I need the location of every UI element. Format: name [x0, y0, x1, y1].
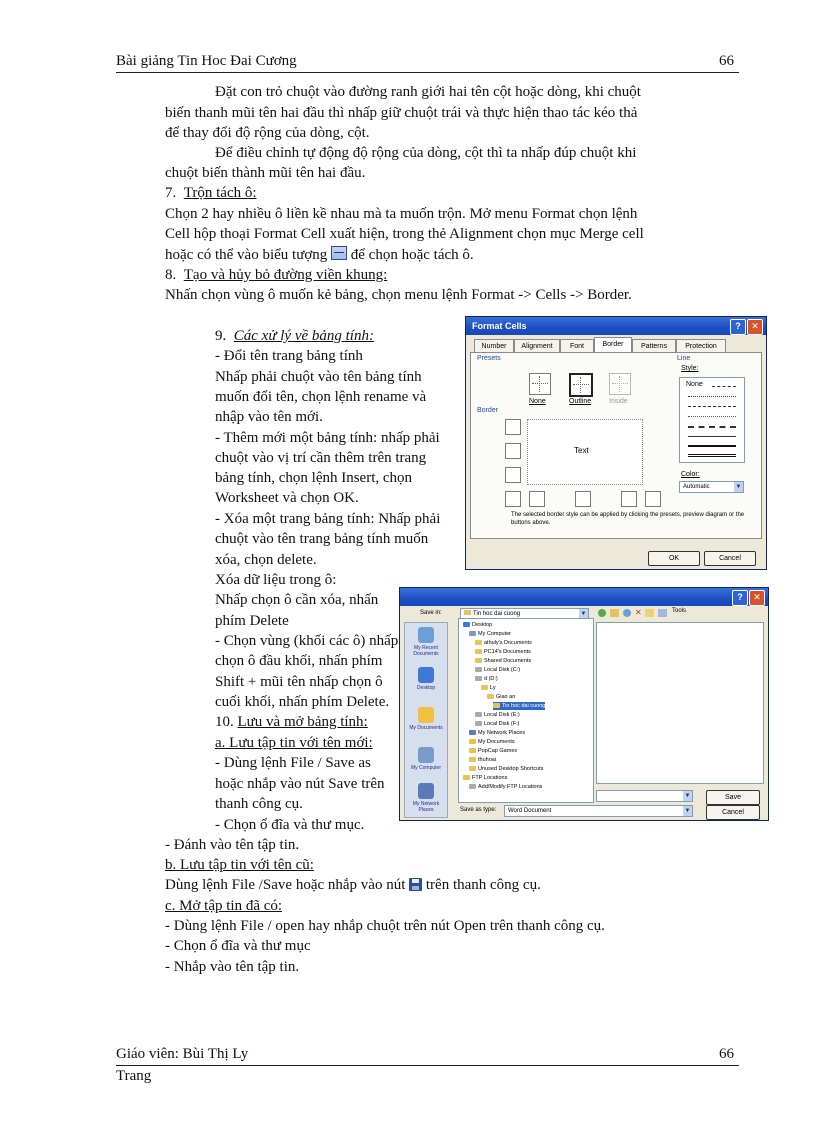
section9-line: - Xóa một trang bảng tính: Nhấp phải: [215, 511, 441, 527]
network-places-icon: [418, 783, 434, 799]
section10a-line: - Dùng lệnh File / Save as: [215, 755, 371, 771]
para1-line: biến thanh mũi tên hai đầu thì nhấp giữ chuột trái và thực hiện thao tác kéo thả: [165, 105, 638, 121]
header-title: Bài giảng Tin Hoc Đai Cương: [116, 53, 297, 69]
line-label: Line: [677, 355, 691, 362]
preset-inside-label: Inside: [609, 398, 628, 405]
format-cells-titlebar: [466, 317, 766, 335]
section9-line: - Thêm mới một bảng tính: nhấp phải: [215, 430, 440, 446]
section9-line: xóa, chọn delete.: [215, 552, 317, 568]
tree-item[interactable]: Local Disk (E:): [475, 711, 520, 719]
format-cells-title: Format Cells: [472, 321, 527, 331]
line-style[interactable]: [712, 386, 736, 387]
tree-item[interactable]: Local Disk (C:): [475, 666, 520, 674]
delete-icon[interactable]: ✕: [635, 608, 642, 617]
preset-none-label: None: [529, 398, 546, 405]
section10a-title: a. Lưu tập tin với tên mới:: [215, 735, 373, 751]
tree-item[interactable]: Shared Documents: [475, 657, 531, 665]
tree-item[interactable]: Unused Desktop Shortcuts: [469, 765, 543, 773]
section7-line: Cell hộp thoại Format Cell xuất hiện, trong thẻ Alignment chọn mục Merge cell: [165, 226, 644, 242]
section7-heading: [165, 183, 257, 203]
border-left-icon[interactable]: [529, 491, 545, 507]
border-middle-icon[interactable]: [505, 443, 521, 459]
tree-item[interactable]: Giao an: [487, 693, 515, 701]
tree-item[interactable]: FTP Locations: [463, 774, 507, 782]
border-label: Border: [477, 407, 499, 414]
line-style-list[interactable]: [679, 377, 745, 463]
line-style[interactable]: [688, 454, 736, 457]
place-desktop[interactable]: Desktop: [408, 667, 444, 691]
save-as-type-label: Save as type:: [460, 807, 497, 813]
tab-border[interactable]: Border: [594, 337, 632, 353]
preset-outline-label: Outline: [569, 398, 592, 405]
section10b-title: b. Lưu tập tin với tên cũ:: [165, 857, 314, 873]
section7-number: 7.: [165, 185, 177, 201]
section9-line: Nhấp phải chuột vào tên bảng tính: [215, 369, 422, 385]
section9-line: muốn đổi tên, chọn lệnh rename và: [215, 389, 427, 405]
color-value: Automatic: [683, 484, 710, 490]
tab-font[interactable]: Font: [560, 339, 594, 353]
footer-rule: [116, 1065, 739, 1066]
tree-item[interactable]: Ly: [481, 684, 496, 692]
tab-number[interactable]: Number: [474, 339, 514, 353]
tools-menu[interactable]: Tools: [672, 608, 687, 614]
section7-line3a: hoặc có thể vào biểu tượng: [165, 247, 328, 263]
section7-line3b: để chọn hoặc tách ô.: [350, 247, 474, 263]
tree-item[interactable]: My Documents: [469, 738, 515, 746]
chevron-down-icon: ▼: [580, 611, 587, 617]
section8-number: 8.: [165, 267, 177, 283]
merge-cells-icon: [331, 246, 347, 260]
ok-button[interactable]: OK: [648, 551, 700, 566]
help-icon[interactable]: ?: [730, 319, 746, 335]
tree-item[interactable]: thuhoai: [469, 756, 496, 764]
border-diag-up-icon[interactable]: [505, 491, 521, 507]
views-icon[interactable]: [658, 609, 667, 617]
tree-item[interactable]: d (D:): [475, 675, 498, 683]
section9-line: Nhấp chọn ô cần xóa, nhấn: [215, 592, 379, 608]
up-folder-icon[interactable]: [610, 609, 619, 617]
place-my-documents[interactable]: My Documents: [408, 707, 444, 731]
para1-line: để thay đổi độ rộng của dòng, cột.: [165, 125, 370, 141]
footer-teacher: Giáo viên: Bùi Thị Ly: [116, 1046, 249, 1062]
places-bar: [404, 622, 448, 818]
tree-item-selected[interactable]: Tin hoc dai cuong: [493, 702, 545, 710]
section9-title: Các xử lý về bảng tính:: [233, 328, 374, 344]
tab-patterns[interactable]: Patterns: [632, 339, 676, 353]
recent-documents-icon: [418, 627, 434, 643]
section8-title: Tạo và hủy bỏ đường viền khung:: [183, 267, 388, 283]
save-in-value: Tin hoc dai cuong: [473, 611, 521, 617]
save-as-dialog: [399, 587, 769, 821]
section10c-line: - Dùng lệnh File / open hay nhắp chuột trên nút Open trên thanh công cụ.: [165, 918, 605, 934]
close-icon[interactable]: ✕: [747, 319, 763, 335]
line-style[interactable]: [688, 445, 736, 447]
preset-inside-icon[interactable]: [609, 373, 631, 395]
folder-icon: [464, 610, 471, 615]
close-icon[interactable]: ✕: [749, 590, 765, 606]
save-as-titlebar: [400, 588, 768, 606]
save-cancel-button[interactable]: Cancel: [706, 805, 760, 820]
section10c-line: - Chọn ổ đĩa và thư mục: [165, 938, 311, 954]
line-style[interactable]: [688, 436, 736, 437]
line-style[interactable]: [688, 396, 736, 397]
save-in-label: Save in:: [420, 610, 442, 616]
color-select[interactable]: [679, 481, 744, 493]
section10b-line-a: Dùng lệnh File /Save hoặc nhắp vào nút: [165, 877, 406, 893]
border-top-icon[interactable]: [505, 419, 521, 435]
para2-line: Để điều chỉnh tự động độ rộng của dòng, cột thì ta nhấp đúp chuột khi: [215, 145, 637, 161]
section10-number: 10.: [215, 714, 234, 730]
section7-line: [165, 245, 474, 265]
back-icon[interactable]: [598, 609, 606, 617]
section10b-line: [165, 875, 541, 895]
style-label: Style:: [681, 365, 699, 372]
border-preview[interactable]: [527, 419, 643, 485]
border-center-icon[interactable]: [575, 491, 591, 507]
preset-outline-icon[interactable]: [569, 373, 593, 397]
section10c-title: c. Mở tập tin đã có:: [165, 898, 283, 914]
section9-number: 9.: [215, 328, 227, 344]
section9-line: chọn ô đầu khối, nhấn phím: [215, 653, 383, 669]
search-web-icon[interactable]: [623, 609, 631, 617]
new-folder-icon[interactable]: [645, 609, 654, 617]
section8-line: Nhấn chọn vùng ô muốn kẻ bảng, chọn menu lệnh Format -> Cells -> Border.: [165, 287, 632, 303]
save-floppy-icon: [409, 878, 422, 891]
footer-page-number: 66: [719, 1046, 734, 1062]
cancel-button[interactable]: Cancel: [704, 551, 756, 566]
chevron-down-icon: ▼: [684, 793, 691, 799]
section10-title: Lưu và mở bảng tính:: [237, 714, 368, 730]
save-as-type-select[interactable]: [504, 805, 693, 817]
color-label: Color:: [681, 471, 700, 478]
format-cells-dialog: [465, 316, 767, 570]
section9-line: chuột vào tên trang bảng tính muốn: [215, 531, 429, 547]
tree-item[interactable]: PC14's Documents: [475, 648, 531, 656]
section9-heading: [215, 326, 374, 346]
file-name-input[interactable]: [596, 790, 693, 802]
border-bottom-icon[interactable]: [505, 467, 521, 483]
para2-line: chuột biến thành mũi tên hai đầu.: [165, 165, 366, 181]
section10c-line: - Nhắp vào tên tập tin.: [165, 959, 300, 975]
preview-text: Text: [574, 446, 589, 455]
preset-none-icon[interactable]: [529, 373, 551, 395]
line-style[interactable]: [688, 426, 736, 428]
section10a-line: - Chọn ổ đĩa và thư mục.: [215, 817, 365, 833]
section9-line: bảng tính, chọn lệnh Insert, chọn: [215, 470, 413, 486]
section10-heading: [215, 712, 368, 732]
section9-line: Xóa dữ liệu trong ô:: [215, 572, 337, 588]
line-style[interactable]: [688, 416, 736, 417]
my-documents-icon: [418, 707, 434, 723]
file-list[interactable]: [596, 622, 764, 784]
help-icon[interactable]: ?: [732, 590, 748, 606]
section10a-line: hoặc nhắp vào nút Save trên: [215, 776, 385, 792]
border-diag-down-icon[interactable]: [645, 491, 661, 507]
header-page-number: 66: [719, 53, 734, 69]
tree-item[interactable]: Add/Modify FTP Locations: [469, 783, 542, 791]
save-button[interactable]: Save: [706, 790, 760, 805]
place-network[interactable]: My Network Places: [408, 783, 444, 813]
section9-line: nhập vào tên mới.: [215, 409, 323, 425]
tab-protection[interactable]: Protection: [676, 339, 726, 353]
section7-title: Trộn tách ô:: [183, 185, 257, 201]
section10b-line-b: trên thanh công cụ.: [425, 877, 541, 893]
header-rule: [116, 72, 739, 73]
section10a-last: - Đánh vào tên tập tin.: [165, 837, 300, 853]
presets-label: Presets: [477, 355, 501, 362]
save-toolbar: [598, 608, 688, 618]
place-my-computer[interactable]: My Computer: [408, 747, 444, 771]
tree-item[interactable]: PopCap Games: [469, 747, 517, 755]
folder-tree-dropdown[interactable]: [458, 618, 594, 803]
section9-line: Worksheet và chọn OK.: [215, 490, 359, 506]
tree-item[interactable]: athuly's Documents: [475, 639, 532, 647]
place-recent[interactable]: My Recent Documents: [408, 627, 444, 657]
section9-line: - Đổi tên trang bảng tính: [215, 348, 363, 364]
section9-line: cuối khối, nhấn phím Delete.: [215, 694, 390, 710]
tree-item[interactable]: Desktop: [463, 621, 492, 629]
save-as-type-value: Word Document: [508, 808, 552, 814]
tab-alignment[interactable]: Alignment: [514, 339, 560, 353]
para1-line: Đặt con trỏ chuột vào đường ranh giới hai tên cột hoặc dòng, khi chuột: [215, 84, 641, 100]
desktop-icon: [418, 667, 434, 683]
my-computer-icon: [418, 747, 434, 763]
tree-item[interactable]: My Computer: [469, 630, 511, 638]
section9-line: - Chọn vùng (khối các ô) nhấp: [215, 633, 399, 649]
section8-heading: [165, 265, 387, 285]
section10a-line: thanh công cụ.: [215, 796, 303, 812]
section9-line: phím Delete: [215, 613, 289, 629]
style-none-label: None: [686, 381, 703, 388]
border-right-icon[interactable]: [621, 491, 637, 507]
border-tab-panel: [470, 352, 762, 539]
footer-trang: Trang: [116, 1068, 152, 1084]
border-hint: The selected border style can be applied by clicking the presets, preview diagram or the buttons above.: [511, 512, 745, 526]
section7-line: Chọn 2 hay nhiều ô liền kề nhau mà ta muốn trộn. Mở menu Format chọn lệnh: [165, 206, 638, 222]
section9-line: chuột vào vị trí cần thêm trên trang: [215, 450, 427, 466]
tree-item[interactable]: Local Disk (F:): [475, 720, 519, 728]
chevron-down-icon: ▼: [684, 808, 691, 814]
chevron-down-icon: ▼: [735, 484, 742, 490]
line-style[interactable]: [688, 406, 736, 407]
tree-item[interactable]: My Network Places: [469, 729, 525, 737]
section9-line: Shift + mũi tên nhấp chọn ô: [215, 674, 383, 690]
